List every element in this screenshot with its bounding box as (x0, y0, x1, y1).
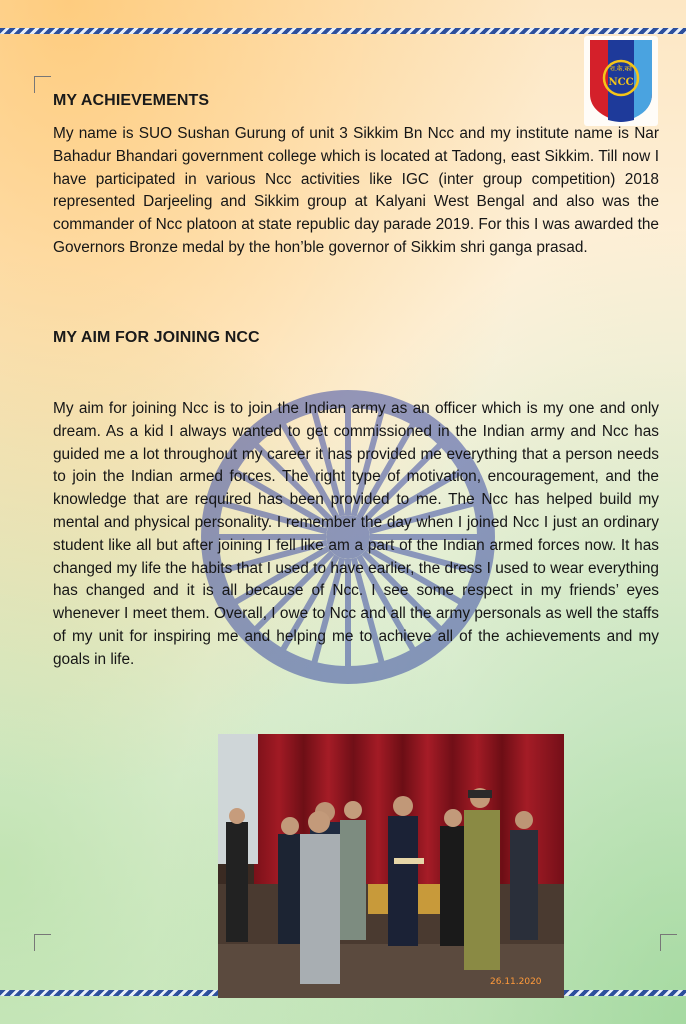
achievements-heading: MY ACHIEVEMENTS (53, 92, 210, 109)
aim-paragraph: My aim for joining Ncc is to join the Indian army as an officer which is my one and only dream. As a kid I always wanted to get commissioned in the Indian army and Ncc has guided me a lot throughout my career it has provided me everything that a person needs to join the Indian armed forces. The right type of motivation, encouragement, and the knowledge that are required has been provided to me. The Ncc has helped build my mental and physical personality. I remember the day when I joined Ncc I just an ordinary student like all but after joining I fell like am a part of the Indian armed forces now. It has changed my life the habits that I used to have earlier, the dress I used to wear everything has changed and it is all because of Ncc. I see some respect in my friends’ eyes whenever I meet them. Overall, I owe to Ncc and all the army personals as well the staffs of my unit for inspiring me and helping me to achieve all of the achievements and my goals in life. (53, 400, 659, 668)
top-border-strip (0, 28, 686, 34)
aim-heading: MY AIM FOR JOINING NCC (53, 329, 260, 346)
logo-subtext: रा.के.को (610, 65, 632, 73)
award-ceremony-photo (218, 734, 564, 998)
photo-date-stamp: 26.11.2020 (490, 977, 542, 987)
corner-mark-bottom-right (660, 934, 677, 951)
ncc-crest-icon (584, 36, 658, 126)
logo-text: NCC (608, 77, 634, 88)
corner-mark-bottom-left (34, 934, 51, 951)
achievements-paragraph: My name is SUO Sushan Gurung of unit 3 Sikkim Bn Ncc and my institute name is Nar Bahadur Bhandari government college which is located at Tadong, east Sikkim. Till now I have participated in various Ncc activities like IGC (inter group competition) 2018 represented Darjeeling and Sikkim group at Kalyani West Bengal and also was the commander of Ncc platoon at state republic day parade 2019. For this I was awarded the Governors Bronze medal by the hon’ble governor of Sikkim shri ganga prasad. (53, 125, 659, 256)
corner-mark-top-left (34, 76, 51, 93)
